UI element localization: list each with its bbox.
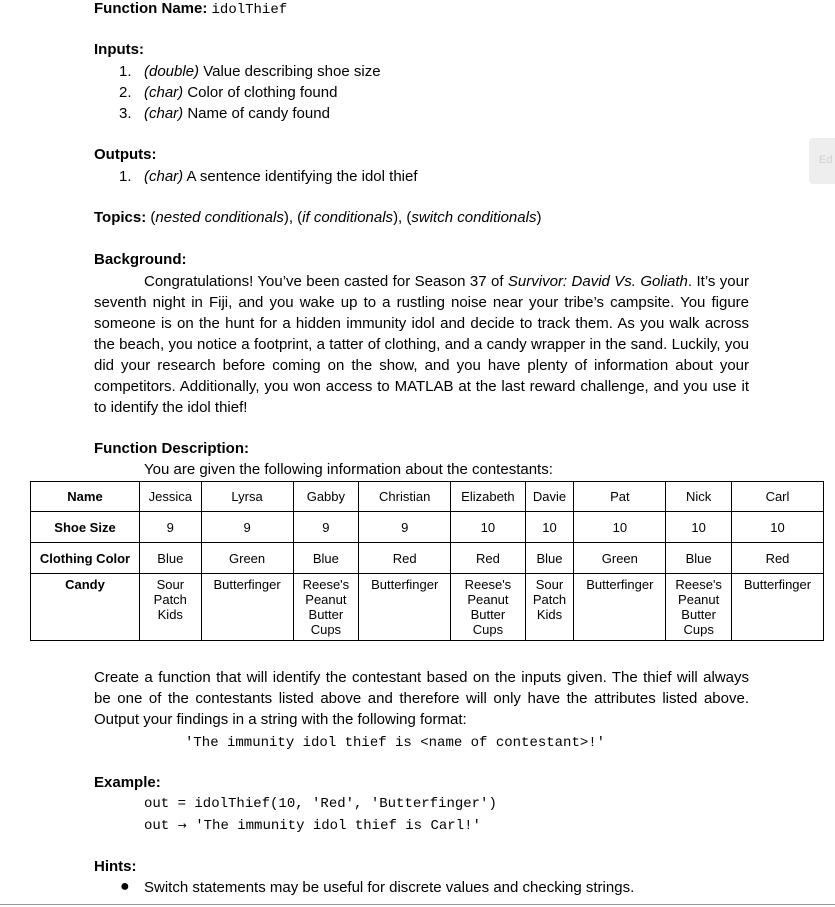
- inputs-heading: Inputs:: [94, 41, 144, 58]
- topic-item: nested conditionals: [155, 209, 284, 226]
- cell-color: Red: [451, 543, 525, 574]
- row-header-candy: Candy: [31, 574, 140, 641]
- cell-shoe-size: 10: [574, 512, 666, 543]
- cell-shoe-size: 10: [731, 512, 823, 543]
- cell-candy: Reese's Peanut Butter Cups: [451, 574, 525, 641]
- cell-color: Blue: [666, 543, 732, 574]
- cell-color: Red: [731, 543, 823, 574]
- input-text: Name of candy found: [183, 105, 330, 122]
- function-name-line: [94, 0, 287, 18]
- topic-item: switch conditionals: [411, 209, 537, 226]
- function-name-label: Function Name:: [94, 0, 208, 17]
- outputs-heading: Outputs:: [94, 146, 157, 163]
- cell-name: Davie: [525, 482, 574, 512]
- cell-color: Blue: [293, 543, 359, 574]
- cell-color: Blue: [525, 543, 574, 574]
- background-paragraph: [94, 271, 749, 418]
- row-header-name: Name: [31, 482, 140, 512]
- cell-name: Jessica: [140, 482, 202, 512]
- cell-candy: Butterfinger: [731, 574, 823, 641]
- cell-color: Blue: [140, 543, 202, 574]
- background-heading: Background:: [94, 251, 187, 268]
- cell-candy: Butterfinger: [201, 574, 293, 641]
- table-row: [31, 543, 824, 574]
- arrow-icon: →: [177, 819, 187, 832]
- description-heading: Function Description:: [94, 440, 249, 457]
- show-title: Survivor: David Vs. Goliath: [507, 273, 688, 290]
- cell-color: Green: [574, 543, 666, 574]
- output-format-line: 'The immunity idol thief is <name of contestant>!': [185, 735, 606, 751]
- cell-shoe-size: 9: [140, 512, 202, 543]
- inputs-list: [94, 61, 381, 124]
- example-call-line: out = idolThief(10, 'Red', 'Butterfinger'): [144, 796, 497, 812]
- example-out-label: out: [144, 818, 170, 834]
- cell-candy: Reese's Peanut Butter Cups: [293, 574, 359, 641]
- input-type: (char): [144, 105, 184, 122]
- cell-shoe-size: 9: [201, 512, 293, 543]
- row-header-shoe-size: Shoe Size: [31, 512, 140, 543]
- page-bottom-divider: [0, 904, 835, 905]
- cell-shoe-size: 10: [666, 512, 732, 543]
- cell-shoe-size: 10: [525, 512, 574, 543]
- cell-name: Carl: [731, 482, 823, 512]
- list-number: 1.: [119, 168, 132, 185]
- output-text: A sentence identifying the idol thief: [183, 168, 418, 185]
- cell-name: Lyrsa: [201, 482, 293, 512]
- hints-heading: Hints:: [94, 858, 137, 875]
- input-item: [94, 103, 381, 124]
- cell-color: Green: [201, 543, 293, 574]
- list-number: 2.: [119, 84, 132, 101]
- topics-line: Topics: (nested conditionals), (if conditionals), (switch conditionals): [94, 209, 542, 226]
- input-item: [94, 61, 381, 82]
- example-heading: Example:: [94, 774, 161, 791]
- description-intro: You are given the following information about the contestants:: [144, 461, 553, 478]
- cell-candy: Sour Patch Kids: [140, 574, 202, 641]
- side-tab-button[interactable]: Ed: [809, 138, 835, 184]
- row-header-clothing-color: Clothing Color: [31, 543, 140, 574]
- input-text: Color of clothing found: [183, 84, 338, 101]
- cell-color: Red: [359, 543, 451, 574]
- bullet-icon: ●: [120, 878, 130, 895]
- table-row: [31, 512, 824, 543]
- example-output-line: [144, 818, 481, 834]
- output-type: (char): [144, 168, 184, 185]
- function-name-value: idolThief: [211, 2, 288, 18]
- input-text: Value describing shoe size: [199, 63, 381, 80]
- background-text-end: . It’s your seventh night in Fiji, and you wake up to a rustling noise near your tribe’s campsite. You figure someone is on the hunt for a hidden immunity idol and decide to track them. As you walk across the beach, you notice a footprint, a tatter of clothing, and a candy wrapper in the sand. Luckily, you did your research before coming on the show, and you have plenty of information about your competitors. Additionally, you won access to MATLAB at the last reward challenge, and you use it to identify the idol thief!: [94, 273, 749, 416]
- list-number: 1.: [119, 63, 132, 80]
- cell-name: Elizabeth: [451, 482, 525, 512]
- example-out-value: 'The immunity idol thief is Carl!': [195, 818, 481, 834]
- cell-name: Christian: [359, 482, 451, 512]
- contestants-table: [30, 481, 824, 641]
- cell-candy: Butterfinger: [359, 574, 451, 641]
- description-paragraph: Create a function that will identify the contestant based on the inputs given. The thief will always be one of the contestants listed above and therefore will only have the attributes listed above. Output your findings in a string with the following format:: [94, 669, 749, 728]
- cell-name: Gabby: [293, 482, 359, 512]
- cell-candy: Sour Patch Kids: [525, 574, 574, 641]
- cell-candy: Butterfinger: [574, 574, 666, 641]
- table-row: [31, 574, 824, 641]
- topic-item: if conditionals: [302, 209, 394, 226]
- cell-shoe-size: 9: [359, 512, 451, 543]
- cell-shoe-size: 9: [293, 512, 359, 543]
- table-row: [31, 482, 824, 512]
- input-item: [94, 82, 381, 103]
- outputs-list: [94, 166, 418, 187]
- hint-item: Switch statements may be useful for discrete values and checking strings.: [144, 879, 635, 896]
- cell-candy: Reese's Peanut Butter Cups: [666, 574, 732, 641]
- output-item: [94, 166, 418, 187]
- input-type: (double): [144, 63, 200, 80]
- list-number: 3.: [119, 105, 132, 122]
- background-text-start: Congratulations! You’ve been casted for Season 37 of: [144, 273, 508, 290]
- topics-label: Topics:: [94, 209, 147, 226]
- cell-name: Nick: [666, 482, 732, 512]
- input-type: (char): [144, 84, 184, 101]
- cell-shoe-size: 10: [451, 512, 525, 543]
- cell-name: Pat: [574, 482, 666, 512]
